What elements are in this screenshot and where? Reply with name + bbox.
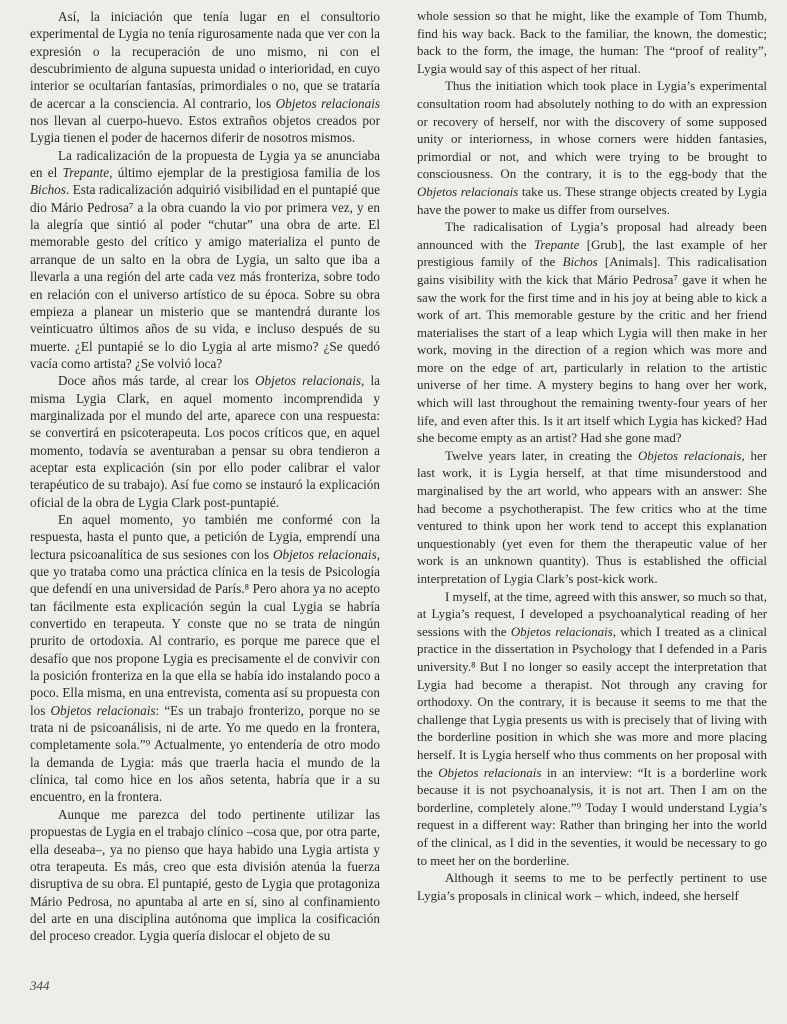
- spanish-text-column: [30, 8, 380, 945]
- paragraph: Thus the initiation which took place in Lygia’s experimental consultation room had absolutely nothing to do with an expression or recovery of herself, nor with the discovery of some supposed unity or interiorness, in whose corners were hidden fantasies, primordial or not, and which were trying to be brought to consciousness. On the contrary, it is to the egg-body that the Objetos relacionais take us. These strange objects created by Lygia have the power to make us differ from ourselves.: [417, 79, 767, 217]
- paragraph: Doce años más tarde, al crear los Objetos relacionais, la misma Lygia Clark, en aquel momento incomprendida y marginalizada por el mundo del arte, aparece con una respuesta: se convertirá en psicoterapeuta. Los pocos críticos que, en aquel momento, todavía se aventuraban a pensar su obra tendieron a aceptar esta explicación (sin por ello poder calibrar el valor terapéutico de su trabajo). Así fue como se instauró la explicación oficial de la obra de Lygia Clark post-puntapié.: [30, 373, 380, 510]
- paragraph: La radicalización de la propuesta de Lygia ya se anunciaba en el Trepante, último ejemplar de la prestigiosa familia de los Bichos. Esta radicalización adquirió visibilidad en el puntapié que dio Mário Pedrosa⁷ a la obra cuando la vio por primera vez, y en la alegría que sintió al poder “chutar” una obra de arte. El memorable gesto del crítico y amigo materializa el punto de arranque de un salto en la obra de Lygia, un salto que iba a llevarla a una región del arte cada vez más fronteriza, sobre todo en relación con el universo artístico de su época. Sobre su obra empieza a planear un misterio que se mantendrá durante los veinticuatro últimos años de su vida, e incluso después de su muerte. ¿El puntapié se lo dio Lygia al arte mismo? ¿Se quedó vacía como artista? ¿Se volvió loca?: [30, 147, 381, 371]
- paragraph: En aquel momento, yo también me conformé con la respuesta, hasta el punto que, a petición de Lygia, emprendí una lectura psicoanalítica de sus sesiones con los Objetos relacionais, que yo trataba como una práctica clínica en la tesis de Psicología que defendí en una universidad de París.⁸ Pero ahora ya no acepto tan fácilmente esta explicación según la cual Lygia se habría convertido en terapeuta. Y conste que no se trata de ningún prurito de ortodoxia. Al contrario, es porque me parece que el desafío que nos propone Lygia es precisamente el de convivir con la posición fronteriza en la que ella se había ido instalando poco a poco. Ella misma, en una entrevista, comenta así su propuesta con los Objetos relacionais: “Es un trabajo fronterizo, porque no se trata ni de psicoanálisis, ni de arte. Yo me quedo en la frontera, completamente sola.”⁹ Actualmente, yo entendería de otro modo la demanda de Lygia: más que traerla hacia el mundo de la clínica, tal como hice en los años setenta, habría que ir a su encuentro, en la frontera.: [30, 511, 381, 805]
- paragraph: The radicalisation of Lygia’s proposal had already been announced with the Trepante [Grub], the last example of her prestigious family of the Bichos [Animals]. This radicalisation gains visibility with the kick that Mário Pedrosa⁷ gave it when he saw the work for the first time and in his joy at being able to kick a work of art. This memorable gesture by the critic and her friend materialises the start of a leap which Lygia will then make in her work, moving in the direction of a region which was more and more on the edge of art, particularly in relation to the artistic universe of her time. A mystery begins to hang over her work, which will last throughout the remaining twenty-four years of her life, and even after this. Is it art itself which Lygia has kicked? Had she become empty as an artist? Had she gone mad?: [417, 220, 768, 446]
- paragraph: I myself, at the time, agreed with this answer, so much so that, at Lygia’s request, I developed a psychoanalytical reading of her sessions with the Objetos relacionais, which I treated as a clinical practice in the dissertation in Psychology that I defended in a Paris university.⁸ But I no longer so easily accept the interpretation that Lygia had become a therapist. Not through any craving for orthodoxy. On the contrary, it is because it seems to me that the challenge that Lygia presents us with is precisely that of living with the borderline position in which she was more and more placing herself. It is Lygia herself who thus comments on her proposal with the Objetos relacionais in an interview: “It is a borderline work because it is not psychoanalysis, it is not art. Then I am on the borderline, completely alone.”⁹ Today I would understand Lygia’s request in a different way: Rather than bringing her into the world of the clinical, as I did in the seventies, it would be necessary to go to meet her on the borderline.: [417, 589, 767, 868]
- paragraph: Así, la iniciación que tenía lugar en el consultorio experimental de Lygia no tenía rigurosamente nada que ver con la expresión o la recuperación de uno mismo, ni con el descubrimiento de alguna supuesta unidad o interioridad, en cuyo interior se ocultarían fantasías, primordiales o no, que se trataría de acercar a la consciencia. Al contrario, los Objetos relacionais nos llevan al cuerpo-huevo. Estos extraños objetos creados por Lygia tienen el poder de hacernos diferir de nosotros mismos.: [30, 9, 381, 146]
- page-number: 344: [30, 978, 50, 993]
- paragraph: Aunque me parezca del todo pertinente utilizar las propuestas de Lygia en el trabajo clínico –cosa que, por otra parte, ella deseaba–, ya no pienso que haya habido una Lygia artista y otra terapeuta. Es más, creo que esta división atenúa la fuerza disruptiva de su obra. El puntapié, gesto de Lygia que protagoniza Mário Pedrosa, no apuntaba al arte en sí, sino al confinamiento del arte en una disciplina autónoma que implica la cosificación del proceso creador. Lygia quería dislocar el objeto de su: [30, 806, 380, 944]
- paragraph: Twelve years later, in creating the Objetos relacionais, her last work, it is Lygia herself, at that time misunderstood and marginalised by the art world, who appears with an answer: She had become a psychotherapist. The few critics who at the time ventured to think upon her work tend to accept this explanation unquestionably (yet even for them the therapeutic value of her work is an unknown quantity). Thus is established the official interpretation of Lygia Clark’s post-kick work.: [417, 448, 767, 586]
- english-text-column: [417, 8, 767, 905]
- paragraph: Although it seems to me to be perfectly pertinent to use Lygia’s proposals in clinical work – which, indeed, she herself: [417, 871, 767, 903]
- paragraph: whole session so that he might, like the example of Tom Thumb, find his way back. Back to the familiar, the known, the domestic; back to the form, the image, the human: The “proof of reality”, Lygia would say of this aspect of her ritual.: [417, 9, 767, 76]
